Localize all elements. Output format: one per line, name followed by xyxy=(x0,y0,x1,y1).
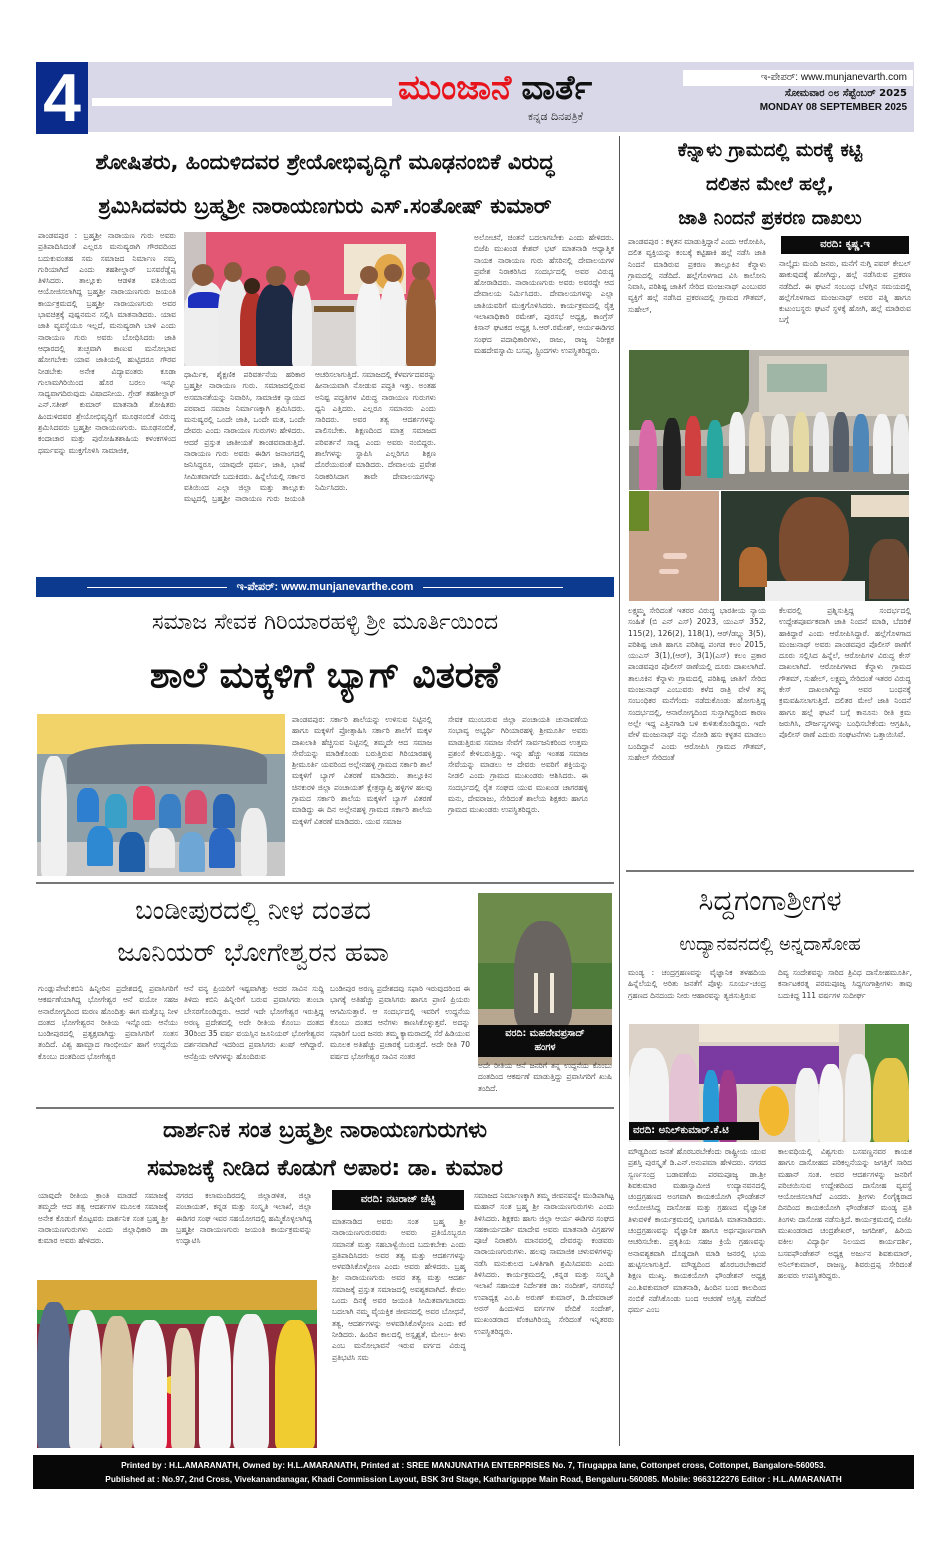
article-narayanaguru-col2-3 xyxy=(184,369,436,569)
article-kennalu-headline xyxy=(626,134,914,236)
article-siddaganga-col2-top: ದಿವ್ಯ ಸಂದೇಶವನ್ನು ಸಾರಿದ ತ್ರಿವಿಧ ದಾಸೋಹಮೂರ್ತಿ, ಕರ್ನಾಟಕರತ್ನ ಪರಮಪೂಜ್ಯ ಸಿದ್ದಗಂಗಾಶ್ರೀಗಳು ತಾವು ಬದುಕಿದ್ದ 111 ವರ್ಷಗಳ ಸುದೀರ್ಘ xyxy=(778,968,912,1000)
article-bandipur-col4: ಅದೇ ರೀತಿಯ ಆನೆ ಜನರಿಗೆ ತನ್ನ ಉದ್ದನೆಯ ಕೊಂಬು ದಂತದಿಂದ ಆಕರ್ಷಣೆ ಮಾಡುತ್ತಿದ್ದು ಪ್ರವಾಸಿಗರಿಗೆ ಖುಷಿ ತಂದಿದೆ. xyxy=(478,1061,612,1093)
article-kumara-col3: ಮಾತನಾಡಿದ ಅವರು ಸಂತ ಬ್ರಹ್ಮ ಶ್ರೀ ನಾರಾಯಣಗುರುರವರು ಅವರು ಪ್ರತಿಯೊಬ್ಬರೂ ಸಮಾನತೆ ಮತ್ತು ಸಹಬಾಳ್ವೆಯಿಂದ ಬದುಕಬೇಕು ಎಂದು ಪ್ರತಿಪಾದಿಸಿದರು ಅವರ ತತ್ವ ಮತ್ತು ಆದರ್ಶಗಳನ್ನು ಅಳವಡಿಸಿಕೊಳ್ಳೋಣ ಎಂದು ಅವರು ಹೇಳಿದರು. ಬ್ರಹ್ಮ ಶ್ರೀ ನಾರಾಯಣಗುರು ಅವರ ತತ್ವ ಮತ್ತು ಆದರ್ಶ ಸಮಾಜಕ್ಕೆ ಪ್ರಸ್ತುತ ಸಮಾಜದಲ್ಲಿ ಅವಶ್ಯಕವಾಗಿದೆ. ಕೇವಲ ಒಂದು ದಿನಕ್ಕೆ ಅವರ ಜಯಂತಿ ಸೀಮಿತವಾಗಬಾರದು ಬದಲಾಗಿ ನಮ್ಮ ವೈಯಕ್ತಿಕ ಜೀವನದಲ್ಲಿ ಅವರ ಬೋಧನೆ, ತತ್ವ, ಆದರ್ಶಗಳನ್ನು ಅಳವಡಿಸಿಕೊಳ್ಳೋಣ ಎಂದು ಕರೆ ನೀಡಿದರು. ಹಿಂದಿನ ಕಾಲದಲ್ಲಿ ಅಸ್ಪೃಶ್ಯತೆ, ಮೇಲು- ಕೀಳು ಎಂಬ ಮನೋಭಾವನೆ ಇರುವ ವರ್ಗದ ವಿರುದ್ಧ ಪ್ರತಿಭಟಿಸಿ ಸಮ xyxy=(332,1217,466,1362)
article-schoolbags-col1: ಪಾಂಡವಪುರ: ಸರ್ಕಾರಿ ಶಾಲೆಯನ್ನು ಉಳಿಸುವ ನಿಟ್ಟಿನಲ್ಲಿ ಹಾಗೂ ಮಕ್ಕಳಿಗೆ ಪ್ರೋತ್ಸಾಹಿಸಿ ಸರ್ಕಾರಿ ಶಾಲೆಗೆ ಮಕ್ಕಳ ದಾಖಲಾತಿ ಹೆಚ್ಚಿಸುವ ನಿಟ್ಟಿನಲ್ಲಿ ತಮ್ಮದೇ ಆದ ಸಮಾಜ ಸೇವೆಯನ್ನು ಮಾಡಿಕೊಂಡು ಬರುತ್ತಿರುವ ಗಿರಿಯಾರಹಳ್ಳಿ ಶ್ರೀಮೂರ್ತಿ ಯವರಿಂದ ಅಲ್ಲೇನಹಳ್ಳಿ ಗ್ರಾಮದ ಸರ್ಕಾರಿ ಶಾಲೆ ಮಕ್ಕಳಿಗೆ ಬ್ಯಾಗ್ ವಿತರಣೆ ಮಾಡಿದರು. ತಾಲ್ಲೂಕಿನ ಚಿನಕುರಳಿ ಜಿಲ್ಲಾ ಪಂಚಾಯತ್ ಕ್ಷೇತ್ರವ್ಯಾಪ್ತಿ ಹಳ್ಳಿಗಳ ಹಲವು ಗ್ರಾಮದ ಸರ್ಕಾರಿ ಶಾಲೆಯ ಮಕ್ಕಳಿಗೆ ಬ್ಯಾಗ್ ವಿತರಣೆ ಮಾಡಿದ್ದು ಈ ದಿನ ಅಲ್ಲೇನಹಳ್ಳಿ ಗ್ರಾಮದ ಸರ್ಕಾರಿ ಶಾಲೆಯ ಮಕ್ಕಳಿಗೆ ವಿತರಣೆ ಮಾಡಿದರು. ಯುವ ಸಮಾಜ xyxy=(292,715,432,826)
kumara-event-photo xyxy=(37,1280,317,1448)
article-kumara-headline xyxy=(36,1112,614,1188)
imprint-line-2: Published at : No.97, 2nd Cross, Vivekanandanagar, Khadi Commission Layout, BSK 3rd Stage, Kathariguppe Main Road, Bengaluru-560085. Mobile: 9663122276 Editor : H.L.AMARANATH xyxy=(105,1474,842,1484)
logo-subtitle: ಕನ್ನಡ ದಿನಪತ್ರಿಕೆ xyxy=(528,110,584,123)
article-bandipur-headline xyxy=(36,890,470,974)
section-divider xyxy=(626,870,914,872)
narayanaguru-event-photo xyxy=(184,232,436,366)
section-divider xyxy=(36,1107,614,1109)
date-kannada: ಸೋಮವಾರ ೦೮ ಸೆಪ್ಟೆಂಬರ್ 2025 xyxy=(784,88,907,99)
article-siddaganga-headline2: ಉದ್ಯಾನವನದಲ್ಲಿ ಅನ್ನದಾಸೋಹ xyxy=(679,934,861,955)
article-schoolbags-col2: ಸೇವಕ ಮುಂಬರುವ ಜಿಲ್ಲಾ ಪಂಚಾಯತಿ ಚುನಾವಣೆಯ ಸಂಭಾವ್ಯ ಅಭ್ಯರ್ಥಿ ಗಿರಿಯಾರಹಳ್ಳಿ ಶ್ರೀಮೂರ್ತಿ ಅವರು ಮಾಡುತ್ತಿರುವ ಸಮಾಜ ಸೇವೆಗೆ ಸಾರ್ವಜನಿಕರಿಂದ ಉತ್ತಮ ಪ್ರಶಂಸೆ ಕೇಳಿಬರುತ್ತಿದ್ದು. ಇನ್ನು ಹೆಚ್ಚು ಇಂತಹ ಸಮಾಜ ಸೇವೆಯನ್ನು ಮಾಡಲು ಆ ದೇವರು ಅವರಿಗೆ ಶಕ್ತಿಯನ್ನು ನೀಡಲಿ ಎಂದು ಗ್ರಾಮದ ಮುಖಂಡರು ಆಶಿಸಿದರು. ಈ ಸಂದರ್ಭದಲ್ಲಿ ರೈತ ಸಂಘದ ಯುವ ಮುಖಂಡ ಚಾಗರಹಳ್ಳಿ ಮನು, ದೇವರಾಜು, ಸೇರಿದಂತೆ ಶಾಲೆಯ ಶಿಕ್ಷಕರು ಹಾಗೂ ಗ್ರಾಮದ ಮುಖಂಡರು ಉಪಸ್ಥಿತರಿದ್ದರು. xyxy=(448,715,588,815)
headline-line: ಜೂನಿಯರ್ ಭೋಗೇಶ್ವರನ ಹವಾ xyxy=(117,938,389,968)
article-kennalu-col2-bottom: ಕೆಲವರಲ್ಲಿ ಪ್ರಶ್ನಿಸುತ್ತಿದ್ದ ಸಂದರ್ಭದಲ್ಲಿ ಉದ್ದೇಶಪೂರ್ವಕವಾಗಿ ಜಾತಿ ನಿಂದನೆ ಮಾಡಿ, ಬೆದರಿಕೆ ಹಾಕಿದ್ದಾರೆ ಎಂದು ಆರೋಪಿಸಿದ್ದಾರೆ. ಹಲ್ಲೆಗೊಳಗಾದ ಮಂಜುನಾಥ್ ಅವರು ಪಾಂಡವಪುರ ಪೊಲೀಸ್ ಠಾಣೆಗೆ ದೂರು ಸಲ್ಲಿಸಿದ ಹಿನ್ನೆಲೆ, ಆರೋಪಿಗಳ ವಿರುದ್ಧ ಕೇಸ್ ದಾಖಲಾಗಿದೆ. ಆರೋಪಿಗಳಾದ ಕೆನ್ನಾಳು ಗ್ರಾಮದ ಗೌತಮ್, ಸುಹೇಲ್, ಲಕ್ಷ್ಮಮ್ಮ ಸೇರಿದಂತೆ ಇತರರ ವಿರುದ್ಧ ಕೇಸ್ ದಾಖಲಾಗಿದ್ದು ಅವರ ಬಂಧನಕ್ಕೆ ಕ್ರಮವಹಿಸಲಾಗುತ್ತಿದೆ. ದಲಿತರ ಮೇಲೆ ಜಾತಿ ನಿಂದನೆ ಹಾಗೂ ಹಲ್ಲೆ ಘಟನೆ ಬಗ್ಗೆ ಕಾನೂನು ರೀತಿ ಕ್ರಮ ಜರುಗಿಸಿ, ದೌರ್ಜನ್ಯಗಳನ್ನು ಬಂಧಿಸಬೇಕೆಂದು ಆಗ್ರಹಿಸಿ, ಪೊಲೀಸ್ ಠಾಣೆ ಎದುರು ಸಂಘಟನೆಗಳು ಒತ್ತಾಯಿಸಿವೆ. xyxy=(779,606,911,740)
injury-photo xyxy=(629,491,719,601)
article-bandipur-col3: ಬಂಡೀಪುರ ಅರಣ್ಯ ಪ್ರದೇಶದವು ಸಫಾರಿ ಇರುವುದರಿಂದ ಈ ಭಾಗಕ್ಕೆ ಅತಿಹೆಚ್ಚು ಪ್ರವಾಸಿಗರು ಹಾಗೂ ಪ್ರಾಣಿ ಪ್ರಿಯರು ಆಗಮಿಸುತ್ತಾರೆ. ಆ ಸಂದರ್ಭದಲ್ಲಿ ಇವರಿಗೆ ಉದ್ದನೆಯ ಕೊಂಬು ದಂತದ ಆನೆಗಳು ಕಾಣಸಿಕೊಳ್ಳುತ್ತವೆ. ಅದನ್ನು ಸಫಾರಿಗೆ ಬಂದ ಜನರು ತಮ್ಮ ಕ್ಯಾಮರಾದಲ್ಲಿ ಸೆರೆ ಹಿಡಿಯುವ ಮೂಲಕ ಅತಿಹೆಚ್ಚು ಪ್ರಚಾರಕ್ಕೆ ಬರುತ್ತದೆ. ಅದೇ ರೀತಿ 70 ವರ್ಷದ ಭೋಗೇಶ್ವರ ಸಾವಿನ ನಂತರ xyxy=(330,984,470,1061)
article-narayanaguru-col1: ಪಾಂಡವಪುರ : ಬ್ರಹ್ಮಶ್ರೀ ನಾರಾಯಣ ಗುರು ಅವರು ಪ್ರತಿಪಾದಿಸಿದಂತೆ ಎಲ್ಲರೂ ಮನುಷ್ಯರಾಗಿ ಗೌರವದಿಂದ ಬದುಕುವಂತಹ ಸಮ ಸಮಾಜದ ನಿರ್ಮಾಣ ನಮ್ಮ ಗುರಿಯಾಗಿದೆ ಎಂದು ತಹಶೀಲ್ದಾರ್ ಬಸವರೆಡ್ಡೆಪ್ಪ ತಿಳಿಸಿದರು. ತಾಲ್ಲೂಕು ಆಡಳಿತ ವತಿಯಿಂದ ಆಯೋಜಿಸಲಾಗಿದ್ದ ಬ್ರಹ್ಮಶ್ರೀ ನಾರಾಯಣಗುರು ಜಯಂತಿ ಕಾರ್ಯಕ್ರಮದಲ್ಲಿ ಬ್ರಹ್ಮಶ್ರೀ ನಾರಾಯಣಗುರು ಅವರ ಭಾವಚಿತ್ರಕ್ಕೆ ಪುಷ್ಪನಮನ ಸಲ್ಲಿಸಿ ಮಾತನಾಡಿದರು. ಯಾವ ಜಾತಿ ವ್ಯವಸ್ಥೆಯೂ ಇಲ್ಲದೆ, ಮನುಷ್ಯರಾಗಿ ಬಾಳಿ ಎಂದು ನಾರಾಯಣ ಗುರು ಅವರು ಬೋಧಿಸಿದರು ಜಾತಿ ಆಧಾರದಲ್ಲಿ ತುಚ್ಛವಾಗಿ ಕಾಣುವ ಮನೋಭಾವ ಹೋಗಬೇಕು ಯಾವ ಜಾತಿಯಲ್ಲಿ ಹುಟ್ಟಿದರೂ ಗೌರವ ನೀಡಬೇಕು ಅನೇಕ ವಿದ್ಯಾವಂತರು ಕೂಡಾ ಗುಲಾಮಗಿರಿಯಿಂದ ಹೊರ ಬರಲು ಇನ್ನೂ ಸಾಧ್ಯವಾಗದಿರುವುದು ವಿಷಾದನೀಯ. ಗ್ರೇಡ್ ತಹಶೀಲ್ದಾರ್ ಎನ್.ಸತೀಶ್ ಕುಮಾರ್ ಮಾತನಾಡಿ ಶೋಷಿತರು ಹಿಂದುಳಿದವರ ಶ್ರೇಯೋಭಿವೃದ್ಧಿಗೆ ಮೂಢನಂಬಿಕೆ ವಿರುದ್ಧ ಶ್ರಮಿಸಿದವರು ಬ್ರಹ್ಮಶ್ರೀ ನಾರಾಯಣಗುರು. ಮೂಢನಂಬಿಕೆ, ಕಂದಾಚಾರ ಮತ್ತು ಪುರೋಹಿತಶಾಹಿಯ ಕಳಂಕಗಳಿಂದ ಧರ್ಮವನ್ನು ಮುಕ್ತಗೊಳಿಸಿ ಸಾಮಾಜಿಕ, xyxy=(38,231,176,455)
epaper-banner[interactable] xyxy=(36,577,614,597)
section-divider xyxy=(36,882,614,884)
epaper-banner-text: ಇ-ಪೇಪರ್: www.munjanevarthe.com xyxy=(236,581,414,593)
article-kumara-col4: ಸಮಾಜದ ನಿರ್ಮಾಣಕ್ಕಾಗಿ ತಮ್ಮ ಜೀವನವನ್ನೇ ಮುಡಿಪಾಗಿಟ್ಟ ಮಹಾನ್ ಸಂತ ಬ್ರಹ್ಮ ಶ್ರೀ ನಾರಾಯಣಗುರುಗಳು ಎಂದು ತಿಳಿಸಿದರು. ಶಿಕ್ಷಕರು ಹಾಗು ಜಿಲ್ಲಾ ಆರ್ಯ ಈಡಿಗರ ಸಂಘದ ಸಹಕಾರ್ಯದರ್ಶಿ ಮಾದೇವ ಅವರು ಮಾತನಾಡಿ ವಿಗ್ರಹಗಳ ಪೂಜೆ ನಿರಾಕರಿಸಿ ಮಾನವರಲ್ಲಿ ದೇವರನ್ನು ಕಂಡವರು ನಾರಾಯಣಗುರುಗಳು. ಹಲವು ಸಾಮಾಜಿಕ ಚಳುವಳಿಗಳನ್ನು ನಡೆಸಿ ಮನುಕುಲದ ಒಳಿತಿಗಾಗಿ ಶ್ರಮಿಸಿದವರು ಎಂದು ತಿಳಿಸಿದರು. ಕಾರ್ಯಕ್ರಮದಲ್ಲಿ ,ಕನ್ನಡ ಮತ್ತು ಸಂಸ್ಕೃತಿ ಇಲಾಖೆ ಸಹಾಯಕ ನಿರ್ದೇಶಕ ಡಾ: ನಂದೀಶ್, ನಗರಸಭೆ ಉಪಾಧ್ಯಕ್ಷ ಎಂ.ಪಿ ಅರುಣ್ ಕುಮಾರ್, ಡಿ.ದೇವರಾಜ್ ಅರಸ್ ಹಿಂದುಳಿದ ವರ್ಗಗಳ ವೇದಿಕೆ ಸಂದೇಶ್, ಮುಖಂಡರಾದ ವೆಂಕಟಗಿರಿಯ್ಯ ಸೇರಿದಂತೆ ಇನ್ನಿತರರು ಉಪಸ್ಥಿತರಿದ್ದರು. xyxy=(474,1191,614,1336)
photo-caption: ಧಾರ್ಮಿಕ, ಶೈಕ್ಷಣಿಕ ಪರಿವರ್ತನೆಯ ಹರಿಕಾರ ಬ್ರಹ್ಮಶ್ರೀ ನಾರಾಯಣ ಗುರು. ಸಮಾಜದಲ್ಲಿರುವ ಅಸಮಾನತೆಯನ್ನು ನಿವಾರಿಸಿ, ಸಾಮಾಜಿಕ ನ್ಯಾಯದ ಪರವಾದ ಸಮಾಜ ನಿರ್ಮಾಣಕ್ಕಾಗಿ ಶ್ರಮಿಸಿದರು. ಮನುಷ್ಯರಲ್ಲಿ ಒಂದೇ ಜಾತಿ, ಒಂದೇ ಮತ, ಒಂದೇ ದೇವರು ಎಂದು ನಾರಾಯಣ ಗುರುಗಳು ಹೇಳಿದರು. ಆದರೆ ಪ್ರಸ್ತುತ ಜಾತೀಯತೆ ತಾಂಡವವಾಡುತ್ತಿದೆ. ನಾರಾಯಣ ಗುರು ಅವರು ಈಡಿಗ ಜನಾಂಗದಲ್ಲಿ ಜನಿಸಿದ್ದರೂ, ಯಾವುದೇ ಧರ್ಮ, ಜಾತಿ, ಭಾಷೆ ಸೀಮಿತವಾಗದೇ ಬದುಕಿದರು. xyxy=(184,370,305,481)
article-bandipur-col1: ಗುಂಡ್ಲುಪೇಟೆ:ಕಬಿನಿ ಹಿನ್ನೀರಿನ ಪ್ರದೇಶದಲ್ಲಿ ಪ್ರವಾಸಿಗರಿಗೆ ಆಕರ್ಷಣೆಯಾಗಿದ್ದ ಭೋಗೇಶ್ವರ ಆನೆ ವಯೋ ಸಹಜ ಅನಾರೋಗ್ಯದಿಂದ ಮರಣ ಹೊಂದಿತ್ತು ಈಗ ಮತ್ತೊಬ್ಬ ನೀಳ ದಂತದ ಭೋಗೇಶ್ವರನ ರೀತಿಯ ಇನ್ನೊಂದು ಆನೆಯು ಬಂಡೀಪುರದಲ್ಲಿ ಪ್ರತ್ಯಕ್ಷವಾಗಿದ್ದು ಪ್ರವಾಸಿಗರಿಗೆ ಸಂತಸ ತಂದಿದೆ. ವಿಶ್ವ ಹಾಮ್ಬಾದ ಗಾಂಭೀರ್ಯ ಹಾಗೆ ಉದ್ದನೆಯ ಕೊಂಬು ದಂತದಿಂದ ಭೋಗೇಶ್ವರ xyxy=(38,984,178,1061)
epaper-link[interactable]: ಇ-ಪೇಪರ್: www.munjanevarth.com xyxy=(683,70,913,86)
article-narayanaguru-headline xyxy=(36,140,614,228)
headline-line: ಜಾತಿ ನಿಂದನೆ ಪ್ರಕರಣ ದಾಖಲು xyxy=(678,208,862,229)
article-siddaganga-col1-bottom: ಮೌಢ್ಯದಿಂದ ಜನತೆ ಹೊರಬರಬೇಕೆಂದು ರಾಷ್ಟ್ರೀಯ ಯುವ ಪ್ರಶಸ್ತಿ ಪುರಸ್ಕೃತೆ ಡಿ.ಎನ್.ಅನುಪಮಾ ಹೇಳಿದರು. ನಗರದ ಸ್ವರ್ಣಸಂದ್ರ ಬಡಾವಣೆಯ ಪರಮಪೂಜ್ಯ ಡಾ.ಶ್ರೀ ಶಿವಕುಮಾರ ಮಹಾಸ್ವಾಮೀಜಿ ಉದ್ಯಾನವನದಲ್ಲಿ ಚಂದ್ರಗ್ರಹಣದ ಅಂಗವಾಗಿ ಕಾಯಕಯೋಗಿ ಫೌಂಡೇಶನ್ ಆಯೋಜಿಸಿದ್ದ ದಾಸೋಹ ಮತ್ತು ಗ್ರಹಣದ ವೈಜ್ಞಾನಿಕ ತಿಳುವಳಿಕೆ ಕಾರ್ಯಕ್ರಮದಲ್ಲಿ ಭಾಗವಹಿಸಿ ಮಾತನಾಡಿದರು. ಚಂದ್ರಗ್ರಹಣವನ್ನು ವೈಜ್ಞಾನಿಕ ಹಾಗೂ ಅರ್ಥಪೂರ್ಣವಾಗಿ ಆಚರಿಸಬೇಕು. ಪ್ರಕೃತಿಯ ಸಹಜ ಕ್ರಿಯೆ ಗ್ರಹಣವನ್ನು ಅನಾವಶ್ಯಕವಾಗಿ ದೊಡ್ಡದಾಗಿ ಮಾಡಿ ಜನರಲ್ಲಿ ಭಯ ಹುಟ್ಟಿಸಲಾಗುತ್ತಿದೆ. ಮೌಢ್ಯದಿಂದ ಹೊರಬರಬೇಕಾದರೆ ಶಿಕ್ಷಣ ಮುಖ್ಯ. ಕಾಯಕಯೋಗಿ ಫೌಂಡೇಶನ್ ಅಧ್ಯಕ್ಷ ಎಂ.ಶಿವಕುಮಾರ್ ಮಾತನಾಡಿ, ಹಿಂದಿನ ಬಂದ ಕಾಲದಿಂದ ನಂಬಿಕೆ ನಡೆಸಿಕೊಂಡು ಬಂದ ಆಚರಣೆ ಅಸ್ತಿತ್ವ ಪಡೆದಿದೆ ಧರ್ಮ ಎಂಬ xyxy=(628,1147,766,1315)
newspaper-logo xyxy=(398,66,592,110)
article-kennalu-col2-top: ನಾಲ್ಕೈದು ಮಂದಿ ಜನರು, ಮನೆಗೆ ನುಗ್ಗಿ ಪವರ್ ಕೇಬಲ್ ಹಾಕುವುದಕ್ಕೆ ಹೋಗಿದ್ದು, ಹಲ್ಲೆ ನಡೆಸಿರುವ ಪ್ರಕರಣ ನಡೆದಿದೆ. ಈ ಘಟನೆ ಸಂಬಂಧ ಬೆಳಗ್ಗಿನ ಸಮಯದಲ್ಲಿ ಹಲ್ಲೆಗೊಳಗಾದ ಮಂಜುನಾಥ್ ಅವರ ಪತ್ನಿ ಹಾಗೂ ಕುಟುಂಬಸ್ಥರು ಘಟನೆ ಸ್ಥಳಕ್ಕೆ ಹೋಗಿ, ಹಲ್ಲೆ ಮಾಡಿರುವ ಬಗ್ಗೆ xyxy=(779,259,911,325)
article-siddaganga-col1-top: ಮಂಡ್ಯ : ಚಂದ್ರಗ್ರಹಣವನ್ನು ವೈಜ್ಞಾನಿಕ ತಳಹದಿಯ ಹಿನ್ನೆಲೆಯಲ್ಲಿ ಅರಿತು ಜನತೆಗೆ ಪೊಳ್ಳು ಸೂರ್ಯ-ಚಂದ್ರ ಗ್ರಹಣದ ದಿನದಂದು ನೀರು ಆಹಾರವನ್ನು ತ್ಯಜಿಸುತ್ತಿರುವ xyxy=(628,968,766,1000)
banner-line-left xyxy=(87,587,227,588)
headline-line: ಶ್ರಮಿಸಿದವರು ಬ್ರಹ್ಮಶ್ರೀ ನಾರಾಯಣಗುರು ಎಸ್.ಸಂತೋಷ್ ಕುಮಾರ್ xyxy=(98,194,552,218)
headline-line: ಬಂಡೀಪುರದಲ್ಲಿ ನೀಳ ದಂತದ xyxy=(135,896,371,926)
banner-line-right xyxy=(423,587,563,588)
school-bags-photo xyxy=(37,714,285,876)
article-kennalu-col1-top: ಪಾಂಡವಪುರ : ಕಳ್ಳತನ ಮಾಡುತ್ತಿದ್ದಾನೆ ಎಂದು ಆರೋಪಿಸಿ, ದಲಿತ ವ್ಯಕ್ತಿಯನ್ನು ಕಂಬಕ್ಕೆ ಕಟ್ಟಿಹಾಕಿ ಹಲ್ಲೆ ನಡೆಸಿ ಜಾತಿ ನಿಂದನೆ ಮಾಡಿರುವ ಪ್ರಕರಣ ತಾಲ್ಲೂಕಿನ ಕೆನ್ನಾಳು ಗ್ರಾಮದಲ್ಲಿ ನಡೆದಿದೆ. ಹಲ್ಲೆಗೊಳಗಾದ ವಿಸಿ ಕಾಲೋನಿ ನಿವಾಸಿ, ಪರಿಶಿಷ್ಟ ಜಾತಿಗೆ ಸೇರಿದ ಮಂಜುನಾಥ್ ಎಂಬುವರ ವ್ಯಕ್ತಿಗೆ ಹಲ್ಲೆ ನಡೆಸಿದ ಪ್ರಕರಣದಲ್ಲಿ ಗ್ರಾಮದ ಗೌತಮ್, ಸುಹೇಲ್, xyxy=(628,237,766,314)
column-divider xyxy=(619,136,620,1446)
article-siddaganga-headline1: ಸಿದ್ದಗಂಗಾಶ್ರೀಗಳ xyxy=(698,884,842,917)
article-siddaganga-col2-bottom: ಕಾಲವಧಿಯಲ್ಲಿ ವಿಶ್ವಗುರು ಬಸವಣ್ಣನವರ ಕಾಯಕ ಹಾಗೂ ದಾಸೋಹದ ಪರಿಕಲ್ಪನೆಯನ್ನು ಜಗತ್ತಿಗೆ ಸಾರಿದ ಮಹಾನ್ ಸಂತ. ಅವರ ಆದರ್ಶಗಳನ್ನು ಜನರಿಗೆ ಪರಿಚಯಿಸುವ ಉದ್ದೇಶದಿಂದ ದಾಸೋಹ ವ್ಯವಸ್ಥೆ ಆಯೋಜಿಸಲಾಗಿದೆ ಎಂದರು. ಶ್ರೀಗಳು ಲಿಂಗೈಕ್ಯರಾದ ದಿನದಿಂದ ಕಾಯಕಯೋಗಿ ಫೌಂಡೇಶನ್ ಮಂಡ್ಯ ಪ್ರತಿ ತಿಂಗಳು ದಾಸೋಹ ನಡೆಸುತ್ತಿದೆ. ಕಾರ್ಯಕ್ರಮದಲ್ಲಿ ಬಿಜೆಪಿ ಮುಖಂಡರಾದ ಚಂದ್ರಶೇಖರ್, ಜಗದೀಶ್, ಹಿರಿಯ ವಕೀಲ ವಿದ್ಯಾರ್ಥಿ ನಿಲಯದ ಕಾರ್ಯದರ್ಶಿ, ಬಸವಫೌಂಡೇಶನ್ ಅಧ್ಯಕ್ಷ ಅರ್ಜುನ ಶಿವಕುಮಾರ್, ಅನಿಲ್‌ಕುಮಾರ್, ರಾಜಣ್ಣ, ಶಿವರುದ್ರಪ್ಪ ಸೇರಿದಂತೆ ಹಲವರು ಉಪಸ್ಥಿತರಿದ್ದರು. xyxy=(778,1147,912,1281)
headline-line: ದಾರ್ಶನಿಕ ಸಂತ ಬ್ರಹ್ಮಶ್ರೀ ನಾರಾಯಣಗುರುಗಳು xyxy=(162,1118,488,1143)
date-english: MONDAY 08 SEPTEMBER 2025 xyxy=(759,102,907,113)
article-schoolbags-headline2: ಶಾಲೆ ಮಕ್ಕಳಿಗೆ ಬ್ಯಾಗ್ ವಿತರಣೆ xyxy=(149,655,501,696)
kennalu-reporter-credit: ವರದಿ: ಕೃಷ್ಣ.ಇ xyxy=(781,236,909,254)
logo-word-1: ಮುಂಜಾನೆ xyxy=(398,68,512,108)
imprint-line-1: Printed by : H.L.AMARANATH, Owned by: H.L.AMARANATH, Printed at : SREE MANJUNATHA ENTERPRISES No. 7, Tirugappa lane, Cottonpet cross, Cottonpet, Bangalore-560053. xyxy=(121,1460,826,1470)
imprint-footer xyxy=(33,1455,914,1489)
logo-word-2: ವಾರ್ತೆ xyxy=(521,68,593,108)
col3-text: ಹಿನ್ನೆಲೆಯಲ್ಲಿ ಸರ್ಕಾರ ವತಿಯಿಂದ ಎಲ್ಲಾ ಜಿಲ್ಲಾ ಮತ್ತು ತಾಲ್ಲೂಕು ಮಟ್ಟದಲ್ಲಿ ಬ್ರಹ್ಮಶ್ರೀ ನಾರಾಯಣ ಗುರು ಜಯಂತಿ ಆಚರಿಸಲಾಗುತ್ತಿದೆ. ಸಮಾಜದಲ್ಲಿ ಕೆಳವರ್ಗದವರನ್ನು ಹೀನಾಯವಾಗಿ ನೋಡುವ ಪದ್ಧತಿ ಇತ್ತು. ಅಂತಹ ಅನಿಷ್ಟ ಪದ್ಧತಿಗಳ ವಿರುದ್ಧ ನಾರಾಯಣ ಗುರುಗಳು ಧ್ವನಿ ಎತ್ತಿದರು. ಎಲ್ಲರೂ ಸಮಾನರು ಎಂದು ಸಾರಿದರು. ಅವರ ತತ್ವ ಆದರ್ಶಗಳನ್ನು ಪಾಲಿಸಬೇಕು. ಶಿಕ್ಷಣದಿಂದ ಮಾತ್ರ ಸಮಾಜದ ಪರಿವರ್ತನೆ ಸಾಧ್ಯ ಎಂದು ಅವರು ನಂಬಿದ್ದರು. ಶಾಲೆಗಳನ್ನು ಸ್ಥಾಪಿಸಿ ಎಲ್ಲರಿಗೂ ಶಿಕ್ಷಣ ದೊರೆಯುವಂತೆ ಮಾಡಿದರು. ದೇವಾಲಯ ಪ್ರವೇಶ ನಿರಾಕರಿಸಿದಾಗ ತಾವೇ ದೇವಾಲಯಗಳನ್ನು ನಿರ್ಮಿಸಿದರು. xyxy=(184,370,436,504)
headline-line: ಕೆನ್ನಾಳು ಗ್ರಾಮದಲ್ಲಿ ಮರಕ್ಕೆ ಕಟ್ಟಿ xyxy=(677,140,863,161)
article-kennalu-col1-bottom: ಲಕ್ಷ್ಮಮ್ಮ ಸೇರಿದಂತೆ ಇತರರ ವಿರುದ್ಧ ಭಾರತೀಯ ನ್ಯಾಯ ಸಂಹಿತೆ (ಬಿ ಎನ್ ಎಸ್) 2023, ಯುಎಸ್ 352, 115(2), 126(2), 118(1), ಆರ್/ಡಬ್ಲ್ಯು 3(5), ಪರಿಶಿಷ್ಟ ಜಾತಿ ಹಾಗೂ ಪರಿಶಿಷ್ಟ ಪಂಗಡ ಕಲಂ 2015, ಯುಎಸ್ 3(1),(ಆರ್), 3(1)(ಎಸ್) ಕಲಂ ಪ್ರಕಾರ ಪಾಂಡವಪುರ ಪೊಲೀಸ್ ಠಾಣೆಯಲ್ಲಿ ದೂರು ದಾಖಲಾಗಿದೆ. ತಾಲೂಕಿನ ಕೆನ್ನಾಳು ಗ್ರಾಮದಲ್ಲಿ ಪರಿಶಿಷ್ಟ ಜಾತಿಗೆ ಸೇರಿದ ಮಂಜುನಾಥ್ ಎಂಬುವರು ಕಳೆದ ರಾತ್ರಿ ವೇಳೆ ತನ್ನ ಸಂಬಂಧಿಕರ ಮನೆಗೆಂದು ನಡೆದುಕೊಂಡು ಹೋಗುತ್ತಿದ್ದ ಸಂದರ್ಭದಲ್ಲಿ, ಆನಾರೋಗ್ಯದಿಂದ ಸುಸ್ತಾಗಿದ್ದರಿಂದ ಕಾರಣ ಅಲ್ಲೇ ಇದ್ದ ಎತ್ತಿನಗಾಡಿ ಬಳಿ ಕುಳಿತುಕೊಂಡಿದ್ದರು. ಇದೇ ವೇಳೆ ಮಂಜುನಾಥ್ ನನ್ನು ನೋಡಿ ಹಸು ಕಳ್ಳತನ ಮಾಡಲು ಬಂದಿದ್ದಾನೆ ಎಂದು ಆರೋಪಿಸಿ ಗ್ರಾಮದ ಗೌತಮ್, ಸುಹೇಲ್ ಸೇರಿದಂತೆ xyxy=(628,606,766,762)
masthead-divider xyxy=(92,98,392,106)
credit-line: ವರದಿ: ಮಹದೇವಪ್ರಸಾದ್ xyxy=(505,1028,585,1039)
kennalu-group-photo xyxy=(629,350,909,490)
article-kumara-col1: ಯಾವುದೇ ರೀತಿಯ ಕ್ರಾಂತಿ ಮಾಡದೆ ಸಮಾಜಕ್ಕೆ ತಮ್ಮದೇ ಆದ ತತ್ವ ಆದರ್ಶಗಳ ಮೂಲಕ ಸಮಾಜಕ್ಕೆ ಅನೇಕ ಕೊಡುಗೆ ಕೊಟ್ಟವರು ದಾರ್ಶನಿಕ ಸಂತ ಬ್ರಹ್ಮ ಶ್ರೀ ನಾರಾಯಣಗುರುಗಳು ಎಂದು ಜಿಲ್ಲಾಧಿಕಾರಿ ಡಾ ಕುಮಾರ ಅವರು ಹೇಳಿದರು. xyxy=(38,1191,168,1246)
headline-line: ದಲಿತನ ಮೇಲೆ ಹಲ್ಲೆ, xyxy=(706,174,834,195)
page-number: 4 xyxy=(36,62,88,134)
article-narayanaguru-col4: ಅಲೋಚನೆ, ಚಿಂತನೆ ಬದಲಾಗಬೇಕು ಎಂದು ಹೇಳಿದರು. ಬಿಜೆಪಿ ಮುಖಂಡ ಕೇಶವ್ ಭಟ್ ಮಾತನಾಡಿ ಆಧ್ಯಾತ್ಮಿಕ ನಾಯಕ ನಾರಾಯಣ ಗುರು ಹೆಸರಿನಲ್ಲಿ ದೇವಾಲಯಗಳ ಪ್ರವೇಶ ನಿರಾಕರಿಸಿದ ಸಂದರ್ಭದಲ್ಲಿ ಅವರ ವಿರುದ್ಧ ಹೋರಾಡಿದರು. ನಾರಾಯಣಗುರು ಅವರು ಅವರದ್ದೇ ಆದ ದೇವಾಲಯ ನಿರ್ಮಿಸಿದರು. ದೇವಾಲಯಗಳನ್ನು ಎಲ್ಲಾ ಜಾತಿಯವರಿಗೆ ಮುಕ್ತಗೊಳಿಸಿದರು. ಕಾರ್ಯಕ್ರಮದಲ್ಲಿ ರೈತ್ತ ಇಲಾಖಾಧಿಕಾರಿ ರಮೇಶ್, ಪುರಸಭೆ ಅಧ್ಯಕ್ಷ, ಕಾಂಗ್ರೆಸ್ ಕಿಸಾನ್ ಘಟಕದ ಅಧ್ಯಕ್ಷ ಸಿ.ಆರ್.ರಮೇಶ್, ಆರ್ಯಈಡಿಗರ ಸಂಘದ ಪದಾಧಿಕಾರಿಗಳು, ರಾಜು, ರಾಜ್ಯ ನಿರೀಕ್ಷಕ ಮಹದೇವಸ್ವಾಮಿ ಬಸಪ್ಪ, ಸ್ಟ್ರಿಂದಗಳು ಉಪಸ್ಥಿತರಿದ್ದರು. xyxy=(474,233,614,355)
siddaganga-reporter-credit: ವರದಿ: ಅನಿಲ್‌ಕುಮಾರ್.ಕೆ.ಟಿ xyxy=(629,1122,759,1140)
headline-line: ಶೋಷಿತರು, ಹಿಂದುಳಿದವರ ಶ್ರೇಯೋಭಿವೃದ್ಧಿಗೆ ಮೂಢನಂಬಿಕೆ ವಿರುದ್ಧ xyxy=(95,150,555,174)
credit-line: ಹಂಗಳ xyxy=(534,1042,556,1053)
headline-line: ಸಮಾಜಕ್ಕೆ ನೀಡಿದ ಕೊಡುಗೆ ಅಪಾರ: ಡಾ. ಕುಮಾರ xyxy=(147,1156,503,1181)
bandipur-reporter-credit xyxy=(478,1025,612,1057)
kumara-reporter-credit: ವರದಿ: ನಟರಾಜ್ ಚೆಟ್ಟಿ xyxy=(332,1190,464,1210)
victim-photo xyxy=(721,491,909,601)
article-schoolbags-headline1: ಸಮಾಜ ಸೇವಕ ಗಿರಿಯಾರಹಳ್ಳಿ ಶ್ರೀ ಮೂರ್ತಿಯಿಂದ xyxy=(151,610,499,635)
article-bandipur-col2: ಆನೆ ವನ್ಯ ಪ್ರಿಯರಿಗೆ ಇಷ್ಟವಾಗಿತ್ತು ಅದರ ಸಾವಿನ ಸುದ್ದಿ ತಿಳಿದು ಕಬಿನಿ ಹಿನ್ನೀರಿಗೆ ಬರುವ ಪ್ರವಾಸಿಗರು ತುಂಬಾ ಬೇಸರಗೊಂಡಿದ್ದರು. ಆದರೆ ಇದೇ ಭೋಗೇಶ್ವರ ಇರುತ್ತಿದ್ದ ಅರಣ್ಯ ಪ್ರದೇಶದಲ್ಲಿ ಅದೇ ರೀತಿಯ ಕೊಂಬು ದಂತದ 30ರಿಂದ 35 ವರ್ಷ ವಯಸ್ಸಿನ ಜೂನಿಯರ್ ಭೋಗೇಶ್ವರನ ದರ್ಶನವಾಗಿದೆ ಇದರಿಂದ ಪ್ರವಾಸಿಗರು ಖುಷ್ ಆಗಿದ್ದಾರೆ. ಆನೆಪ್ರಿಯ ಅಗಿಗಳನ್ನು ಹೊಂದಿರುವ xyxy=(184,984,324,1061)
article-kumara-col2: ನಗರದ ಕಲಾಮಂದಿರದಲ್ಲಿ ಜಿಲ್ಲಾಡಳಿತ, ಜಿಲ್ಲಾ ಪಂಚಾಯತ್, ಕನ್ನಡ ಮತ್ತು ಸಂಸ್ಕೃತಿ ಇಲಾಖೆ, ಜಿಲ್ಲಾ ಈಡಿಗರ ಸಂಘ ಇವರ ಸಹಯೋಗದಲ್ಲಿ ಹಮ್ಮಿಕೊಳ್ಳಲಾಗಿದ್ದ ಬ್ರಹ್ಮಶ್ರೀ ನಾರಾಯಣಗುರು ಜಯಂತಿ ಕಾರ್ಯಕ್ರಮವನ್ನು ಉದ್ಘಾಟಿಸಿ xyxy=(176,1191,312,1246)
